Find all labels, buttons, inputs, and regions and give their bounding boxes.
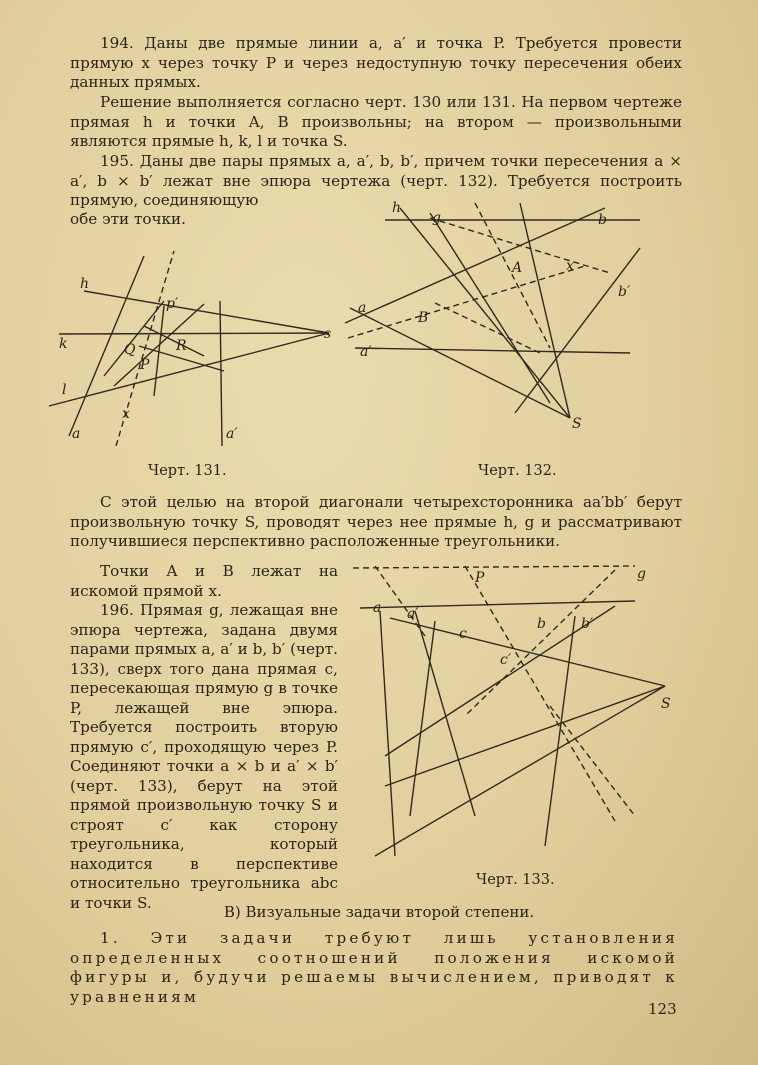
label-x: x <box>122 406 130 422</box>
label-a: a <box>358 300 367 316</box>
label-q: Q <box>124 342 136 358</box>
label-a-prime: a′ <box>407 606 419 622</box>
paragraph-visual-problems: 1. Эти задачи требуют лишь установления определенных соотношений положения искомой фигуры и, будучи решаемы вычислением, приводят к уравнениям <box>70 929 678 1006</box>
label-b-prime: b′ <box>581 616 594 632</box>
label-P: P <box>475 570 485 586</box>
caption-fig131: Черт. 131. <box>148 463 227 479</box>
label-c-prime: c′ <box>500 652 512 668</box>
label-a: a <box>72 426 81 442</box>
label-r: R <box>176 338 187 354</box>
label-b: b <box>537 616 546 632</box>
paragraph-196: 196. Прямая g, лежащая вне эпюра чертежа, задана двумя парами прямых a, a′ и b, b′ (черт. 133), сверх того дана прямая c, пересекающая прямую g в точке P, лежащей вне эпюра. Требуется построить вторую прямую c′, проходящую через P. Соединяют точки a × b и a′ × b′ (черт. 133), берут на этой прямой произвольную точку S и строят c′ как сторону треугольника, который находится в перспективе относительно треугольника abc и точки S. <box>70 601 338 912</box>
label-c: c <box>459 626 467 642</box>
label-a-prime: a′ <box>226 426 238 442</box>
label-b: b <box>598 212 607 228</box>
paragraph-points: Точки A и B лежат на искомой прямой x. <box>70 562 338 600</box>
label-g: g <box>432 210 441 226</box>
paragraph-method: С этой целью на второй диагонали четырехсторонника aa′bb′ берут произвольную точку S, проводят через нее прямые h, g и рассматривают получившиеся перспективно расположенные треугольники. <box>70 493 682 550</box>
label-g: g <box>637 566 646 582</box>
figure-131 <box>44 246 344 456</box>
label-a-prime: a′ <box>360 344 372 360</box>
label-s: s <box>324 326 332 342</box>
paragraph-195: 195. Даны две пары прямых a, a′, b, b′, причем точки пересечения a × a′, b × b′ лежат вне эпюра чертежа (черт. 132). Требуется построить прямую, соединяющую <box>70 152 682 209</box>
caption-fig133: Черт. 133. <box>476 872 555 888</box>
label-A: A <box>512 260 523 276</box>
label-S: S <box>661 696 671 712</box>
caption-fig132: Черт. 132. <box>478 463 557 479</box>
label-x: x <box>566 258 574 274</box>
label-k: k <box>59 336 68 352</box>
paragraph-194: 194. Даны две прямые линии a, a′ и точка P. Требуется провести прямую x через точку P и через недоступную точку пересечения обеих данных прямых. <box>70 34 682 91</box>
section-heading: В) Визуальные задачи второй степени. <box>223 903 535 921</box>
label-p-prime: p′ <box>166 296 179 312</box>
paragraph-195-end: обе эти точки. <box>70 210 186 228</box>
page-number: 123 <box>648 1000 677 1018</box>
label-p: P <box>140 357 150 373</box>
paragraph-194-solution: Решение выполняется согласно черт. 130 или 131. На первом чертеже прямая h и точки A, B произвольны; на втором — произвольными являются прямые h, k, l и точка S. <box>70 93 682 150</box>
figure-133 <box>345 556 675 866</box>
label-h: h <box>80 276 90 292</box>
label-B: B <box>418 310 429 326</box>
label-l: l <box>62 382 67 398</box>
label-h: h <box>392 200 402 216</box>
figure-132 <box>340 188 670 448</box>
label-a: a <box>373 600 382 616</box>
label-b-prime: b′ <box>618 284 631 300</box>
label-S: S <box>572 416 582 432</box>
